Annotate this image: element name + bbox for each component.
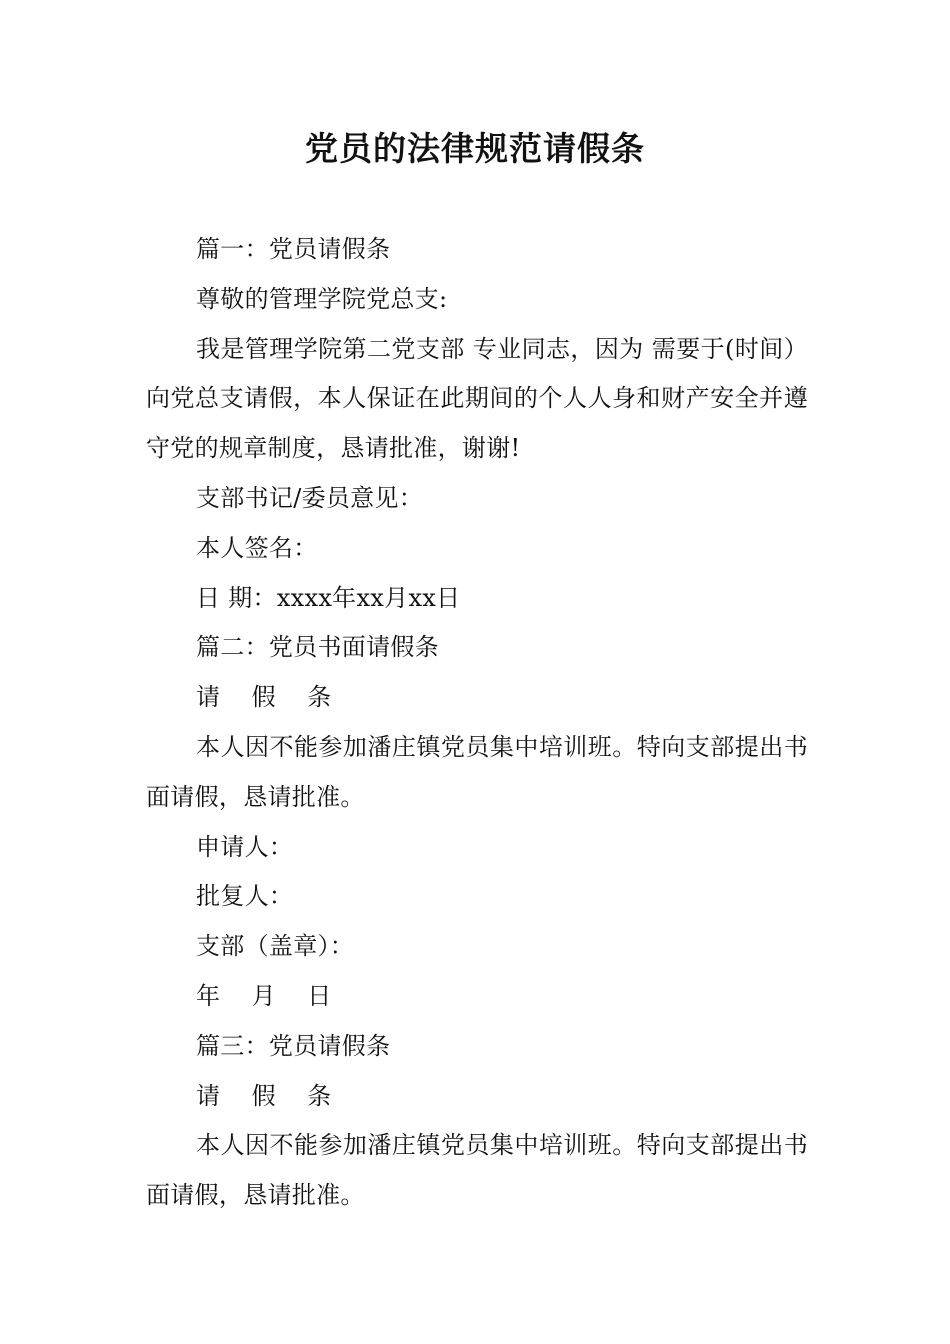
document-body	[146, 225, 808, 1221]
leave-note-heading-2: 请 假 条	[196, 683, 344, 712]
leave-note-heading-3: 请 假 条	[196, 1081, 344, 1110]
section-heading-1: 篇一：党员请假条	[196, 235, 391, 263]
training-absence-paragraph-2: 本人因不能参加潘庄镇党员集中培训班。特向支部提出书面请假，恳请批准。	[146, 732, 808, 811]
salutation: 尊敬的管理学院党总支:	[196, 284, 448, 313]
document-title: 党员的法律规范请假条	[305, 129, 645, 168]
section-heading-2: 篇二：党员书面请假条	[196, 633, 439, 662]
leave-request-paragraph: 我是管理学院第二党支部 专业同志，因为 需要于(时间）向党总支请假，本人保证在此期间的个人人身和财产安全并遵守党的规章制度，恳请批准，谢谢!	[146, 334, 808, 463]
branch-seal-line: 支部（盖章）：	[196, 932, 355, 961]
date-line: 日 期：xxxx年xx月xx日	[196, 583, 461, 612]
section-heading-3: 篇三：党员请假条	[196, 1031, 391, 1060]
branch-opinion-line: 支部书记/委员意见：	[196, 483, 424, 512]
applicant-line: 申请人：	[196, 832, 294, 861]
signature-line: 本人签名：	[196, 533, 318, 562]
year-month-day-line: 年 月 日	[196, 981, 344, 1010]
approver-line: 批复人：	[196, 882, 294, 911]
training-absence-paragraph-3: 本人因不能参加潘庄镇党员集中培训班。特向支部提出书面请假，恳请批准。	[146, 1131, 808, 1210]
